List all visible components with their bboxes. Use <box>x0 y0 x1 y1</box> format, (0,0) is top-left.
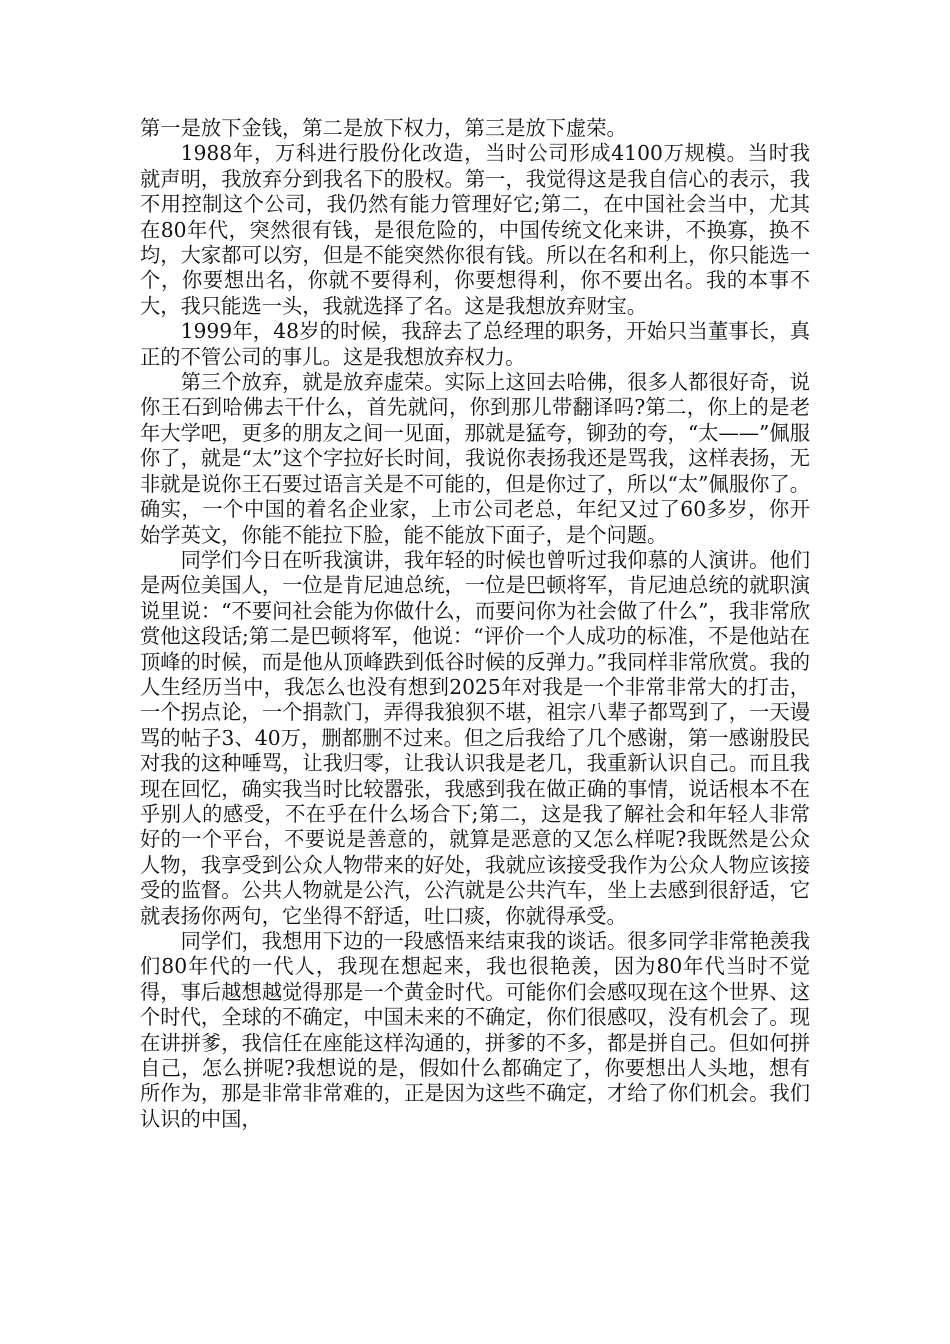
paragraph-1: 第一是放下金钱，第二是放下权力，第三是放下虚荣。 <box>140 116 627 140</box>
paragraph-6: 同学们，我想用下边的一段感悟来结束我的谈话。很多同学非常艳羡我们80年代的一代人，我现在想起来，我也很艳羡，因为80年代当时不觉得，事后越想越觉得那是一个黄金时代。可能你们会感叹现在这个世界、这个时代，全球的不确定，中国未来的不确定，你们很感叹，没有机会了。现在讲拼爹，我信任在座能这样沟通的，拼爹的不多，都是拼自己。但如何拼自己，怎么拼呢?我想说的是，假如什么都确定了，你要想出人头地，想有所作为，那是非常非常难的，正是因为这些不确定，才给了你们机会。我们认识的中国， <box>140 929 810 1131</box>
paragraph-5: 同学们今日在听我演讲，我年轻的时候也曾听过我仰慕的人演讲。他们是两位美国人，一位是肯尼迪总统，一位是巴顿将军，肯尼迪总统的就职演说里说：“不要问社会能为你做什么，而要问你为社会做了什么”，我非常欣赏他这段话;第二是巴顿将军，他说：“评价一个人成功的标准，不是他站在顶峰的时候，而是他从顶峰跌到低谷时候的反弹力。”我同样非常欣赏。我的人生经历当中，我怎么也没有想到2025年对我是一个非常非常大的打击，一个拐点论，一个捐款门，弄得我狼狈不堪，祖宗八辈子都骂到了，一天谩骂的帖子3、40万，删都删不过来。但之后我给了几个感谢，第一感谢股民对我的这种唾骂，让我归零，让我认识我是老几，我重新认识自己。而且我现在回忆，确实我当时比较嚣张，我感到我在做正确的事情，说话根本不在乎别人的感受，不在乎在什么场合下;第二，这是我了解社会和年轻人非常好的一个平台，不要说是善意的，就算是恶意的又怎么样呢?我既然是公众人物，我享受到公众人物带来的好处，我就应该接受我作为公众人物应该接受的监督。公共人物就是公汽，公汽就是公共汽车，坐上去感到很舒适，它就表扬你两句，它坐得不舒适，吐口痰，你就得承受。 <box>140 547 810 928</box>
paragraph-3: 1999年，48岁的时候，我辞去了总经理的职务，开始只当董事长，真正的不管公司的事儿。这是我想放弃权力。 <box>140 319 810 369</box>
document-page <box>140 116 810 1132</box>
paragraph-2: 1988年，万科进行股份化改造，当时公司形成4100万规模。当时我就声明，我放弃分到我名下的股权。第一，我觉得这是我自信心的表示，我不用控制这个公司，我仍然有能力管理好它;第二，在中国社会当中，尤其在80年代，突然很有钱，是很危险的，中国传统文化来讲，不换寡，换不均，大家都可以穷，但是不能突然你很有钱。所以在名和利上，你只能选一个，你要想出名，你就不要得利，你要想得利，你不要出名。我的本事不大，我只能选一头，我就选择了名。这是我想放弃财宝。 <box>140 141 810 318</box>
paragraph-4: 第三个放弃，就是放弃虚荣。实际上这回去哈佛，很多人都很好奇，说你王石到哈佛去干什么，首先就问，你到那儿带翻译吗?第二，你上的是老年大学吧，更多的朋友之间一见面，那就是猛夸，铆劲的夸，“太——”佩服你了，就是“太”这个字拉好长时间，我说你表扬我还是骂我，这样表扬，无非就是说你王石要过语言关是不可能的，但是你过了，所以“太”佩服你了。确实，一个中国的着名企业家，上市公司老总，年纪又过了60多岁，你开始学英文，你能不能拉下脸，能不能放下面子，是个问题。 <box>140 370 810 547</box>
